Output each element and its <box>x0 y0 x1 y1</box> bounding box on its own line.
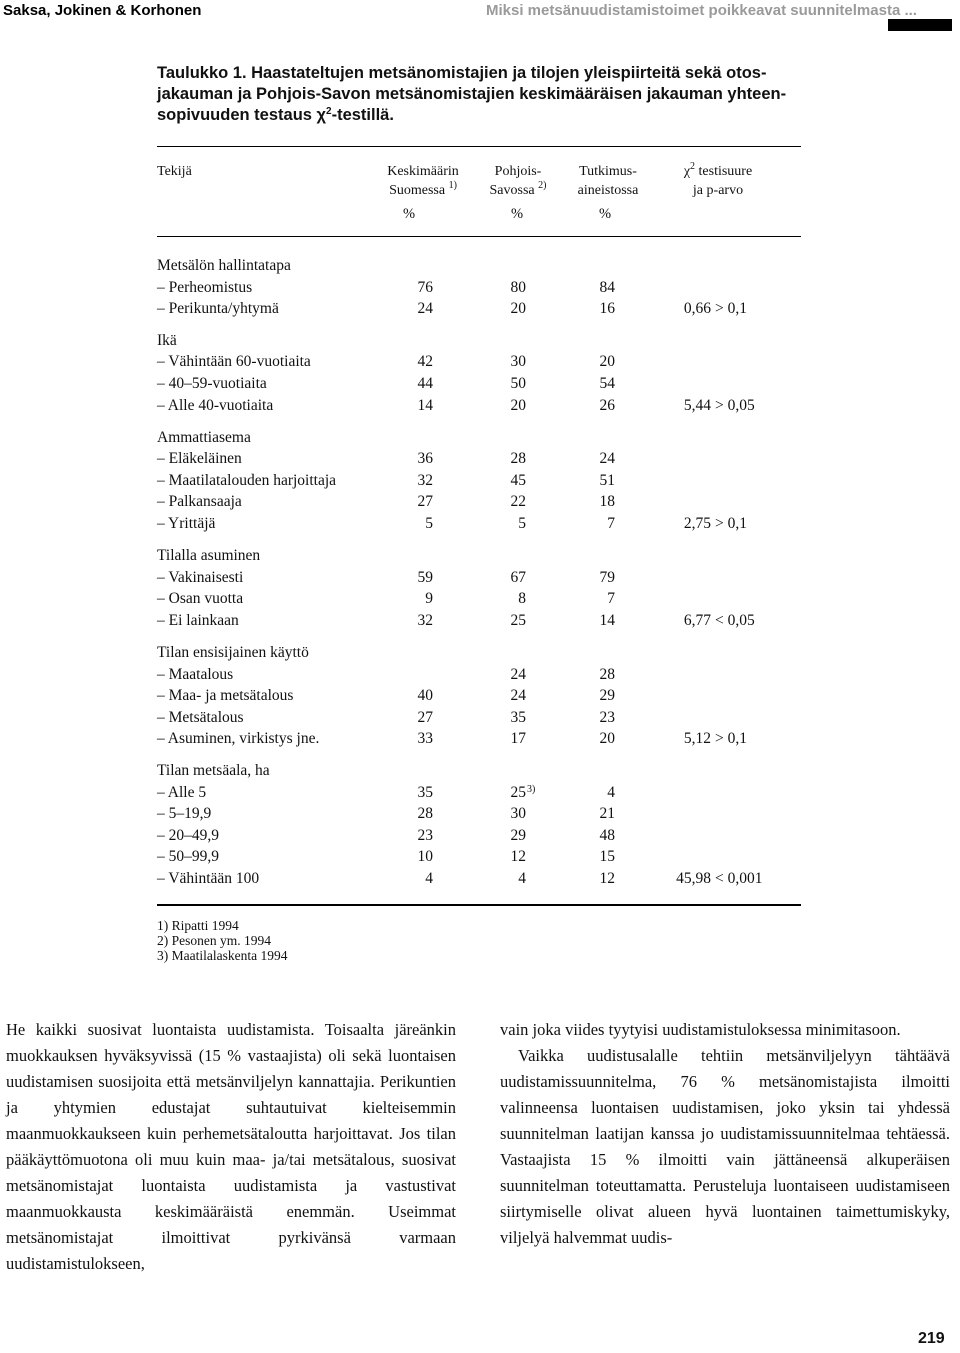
row-label: – Maa- ja metsätalous <box>157 687 294 704</box>
table-row <box>157 493 817 514</box>
value-pohjois-savossa: 45 <box>510 472 526 489</box>
value-suomessa: 36 <box>417 450 433 467</box>
value-tutkimusaineistossa: 4 <box>607 784 615 801</box>
row-label: – Maatilatalouden harjoittaja <box>157 472 337 489</box>
table-row <box>157 805 817 826</box>
table-row <box>157 397 817 418</box>
value-suomessa: 28 <box>417 805 433 822</box>
body-column-right <box>500 1017 950 1251</box>
row-label: – 20–49,9 <box>157 827 219 844</box>
row-label: – 5–19,9 <box>157 805 212 822</box>
p-value: < 0,001 <box>715 870 763 887</box>
footnote: 3) Maatilalaskenta 1994 <box>157 948 288 963</box>
table-row <box>157 450 817 471</box>
table-bottom-rule <box>157 904 801 906</box>
chi-square-value: 5,12 <box>683 730 711 747</box>
value-suomessa: 42 <box>417 353 433 370</box>
table-row <box>157 827 817 848</box>
chi-square-value: 45,98 <box>676 870 711 887</box>
table-row <box>157 687 817 708</box>
value-pohjois-savossa: 17 <box>510 730 526 747</box>
table-row <box>157 375 817 396</box>
value-tutkimusaineistossa: 7 <box>607 590 615 607</box>
value-pohjois-savossa: 24 <box>510 666 526 683</box>
unit-percent: % <box>403 206 416 222</box>
unit-percent: % <box>511 206 524 222</box>
p-value: > 0,1 <box>715 515 747 532</box>
row-label: – 40–59-vuotiaita <box>157 375 267 392</box>
value-pohjois-savossa: 30 <box>510 353 526 370</box>
table-group-heading <box>157 429 817 450</box>
running-header-title: Miksi metsänuudistamistoimet poikkeavat suunnitelmasta ... <box>486 2 917 19</box>
table-group-heading <box>157 332 817 353</box>
table-top-rule <box>157 146 801 147</box>
value-suomessa: 9 <box>425 590 433 607</box>
table-group-heading <box>157 762 817 783</box>
value-pohjois-savossa: 30 <box>510 805 526 822</box>
row-label: – Perheomistus <box>157 279 253 296</box>
value-suomessa: 10 <box>417 848 433 865</box>
row-label: – Vähintään 100 <box>157 870 260 887</box>
row-label: – 50–99,9 <box>157 848 219 865</box>
value-tutkimusaineistossa: 18 <box>599 493 615 510</box>
p-value: > 0,1 <box>715 730 747 747</box>
chi-square-value: 5,44 <box>683 397 711 414</box>
value-suomessa: 4 <box>425 870 433 887</box>
p-value: > 0,05 <box>715 397 755 414</box>
value-pohjois-savossa: 25 <box>510 784 526 801</box>
value-tutkimusaineistossa: 7 <box>607 515 615 532</box>
body-column-left <box>6 1017 456 1277</box>
row-label: – Vähintään 60-vuotiaita <box>157 353 311 370</box>
row-label: – Alle 40-vuotiaita <box>157 397 274 414</box>
row-label: – Palkansaaja <box>157 493 242 510</box>
table-row <box>157 590 817 611</box>
value-tutkimusaineistossa: 79 <box>599 569 615 586</box>
value-pohjois-savossa: 20 <box>510 300 526 317</box>
table-row <box>157 279 817 300</box>
row-label: – Osan vuotta <box>157 590 244 607</box>
value-tutkimusaineistossa: 28 <box>599 666 615 683</box>
value-pohjois-savossa: 12 <box>510 848 526 865</box>
table-row <box>157 870 817 891</box>
table-group-heading <box>157 644 817 665</box>
value-pohjois-savossa: 67 <box>510 569 526 586</box>
table-row <box>157 848 817 869</box>
value-tutkimusaineistossa: 20 <box>599 730 615 747</box>
value-tutkimusaineistossa: 16 <box>599 300 615 317</box>
table-row <box>157 472 817 493</box>
footnote: 1) Ripatti 1994 <box>157 918 239 933</box>
row-label: Tilalla asuminen <box>157 547 261 564</box>
value-suomessa: 14 <box>417 397 433 414</box>
col-header-tutkimusaineistossa: Tutkimus- aineistossa <box>577 164 639 198</box>
unit-percent: % <box>599 206 612 222</box>
value-suomessa: 40 <box>417 687 433 704</box>
col-header-pohjois-savossa: Pohjois- Savossa $^{2)}$ <box>489 164 547 198</box>
value-suomessa: 27 <box>417 493 433 510</box>
value-tutkimusaineistossa: 29 <box>599 687 615 704</box>
value-suomessa: 76 <box>417 279 433 296</box>
table-row <box>157 569 817 590</box>
value-suomessa: 44 <box>417 375 433 392</box>
value-tutkimusaineistossa: 20 <box>599 353 615 370</box>
row-label: – Maatalous <box>157 666 234 683</box>
value-tutkimusaineistossa: 48 <box>599 827 615 844</box>
row-label: – Alle 5 <box>157 784 207 801</box>
value-tutkimusaineistossa: 84 <box>599 279 615 296</box>
table-header-rule <box>157 236 801 237</box>
value-pohjois-savossa: 8 <box>518 590 526 607</box>
value-tutkimusaineistossa: 23 <box>599 709 615 726</box>
value-suomessa: 32 <box>417 612 433 629</box>
value-tutkimusaineistossa: 12 <box>599 870 615 887</box>
value-pohjois-savossa: 29 <box>510 827 526 844</box>
table-row <box>157 300 817 321</box>
table-row <box>157 709 817 730</box>
row-label: – Eläkeläinen <box>157 450 242 467</box>
table-group-heading <box>157 547 817 568</box>
value-suomessa: 59 <box>417 569 433 586</box>
table-row <box>157 612 817 633</box>
value-pohjois-savossa: 22 <box>510 493 526 510</box>
value-tutkimusaineistossa: 14 <box>599 612 615 629</box>
value-tutkimusaineistossa: 24 <box>599 450 615 467</box>
value-suomessa: 32 <box>417 472 433 489</box>
table-row <box>157 353 817 374</box>
value-tutkimusaineistossa: 15 <box>599 848 615 865</box>
paragraph: He kaikki suosivat luontaista uudistamista. Toisaalta järeänkin muokkauksen hyväksyvissä (15 % vastaajista) oli sekä luontaisen uudistamisen suosijoita että metsänviljelyn kannattajia. Perikuntien ja yhtymien edustajat suhtautuivat kielteisemmin maanmuokkaukseen kuin perhemetsätaloutta harjoittavat. Jos tilan pääkäyttömuotona oli muu kuin maa- ja/tai metsätalous, suosivat metsänomistajat luontaista uudistamista ja vastustivat maanmuokkausta keskimääräistä enemmän. Useimmat metsänomistajat ilmoittivat pyrkivänsä varmaan uudistamistulokseen, <box>6 1020 456 1273</box>
value-tutkimusaineistossa: 51 <box>599 472 615 489</box>
row-label: – Vakinaisesti <box>157 569 244 586</box>
row-label: – Metsätalous <box>157 709 244 726</box>
value-suomessa: 5 <box>425 515 433 532</box>
p-value: > 0,1 <box>715 300 747 317</box>
value-suomessa: 27 <box>417 709 433 726</box>
value-pohjois-savossa: 25 <box>510 612 526 629</box>
table-row: – Alle 5 35 25 3) 4 <box>157 784 615 801</box>
value-suomessa: 33 <box>417 730 433 747</box>
col-header-suomessa: Keskimäärin Suomessa $^{1)}$ <box>387 164 459 198</box>
value-tutkimusaineistossa: 54 <box>599 375 615 392</box>
chi-square-value: 6,77 <box>683 612 711 629</box>
row-label: Ikä <box>157 332 177 349</box>
value-suomessa: 24 <box>417 300 433 317</box>
row-label: – Ei lainkaan <box>157 612 239 629</box>
value-tutkimusaineistossa: 21 <box>599 805 615 822</box>
value-pohjois-savossa: 35 <box>510 709 526 726</box>
row-label: Tilan metsäala, ha <box>157 762 270 779</box>
p-value: < 0,05 <box>715 612 755 629</box>
table-row <box>157 666 817 687</box>
header-bar <box>888 19 952 31</box>
value-pohjois-savossa: 80 <box>510 279 526 296</box>
col-header-chi-square: $\chi^2$ testisuure ja p-arvo <box>683 161 753 198</box>
row-label: Ammattiasema <box>157 429 251 446</box>
table-caption: Taulukko 1. Haastateltujen metsänomistajien ja tilojen yleispiirteitä sekä otos-jakauman ja Pohjois-Savon metsänomistajien keskimääräisen jakauman yhteen-sopivuuden testaus $\chi^2$-testillä. <box>157 64 787 124</box>
chi-square-value: 0,66 <box>683 300 711 317</box>
value-pohjois-savossa: 50 <box>510 375 526 392</box>
row-label: Tilan ensisijainen käyttö <box>157 644 309 661</box>
col-header-tekija: Tekijä <box>157 164 192 179</box>
value-tutkimusaineistossa: 26 <box>599 397 615 414</box>
value-suomessa: 23 <box>417 827 433 844</box>
value-pohjois-savossa: 20 <box>510 397 526 414</box>
row-label: – Asuminen, virkistys jne. <box>157 730 320 747</box>
value-pohjois-savossa: 5 <box>518 515 526 532</box>
value-pohjois-savossa: 28 <box>510 450 526 467</box>
row-label: Metsälön hallintatapa <box>157 257 291 274</box>
footnote: 2) Pesonen ym. 1994 <box>157 933 271 948</box>
table-group-heading <box>157 257 817 278</box>
paragraph: vain joka viides tyytyisi uudistamistuloksessa minimitasoon. <box>500 1020 901 1039</box>
value-pohjois-savossa: 24 <box>510 687 526 704</box>
chi-square-value: 2,75 <box>683 515 711 532</box>
table-row <box>157 515 817 536</box>
row-label: – Perikunta/yhtymä <box>157 300 279 317</box>
row-label: – Yrittäjä <box>157 515 216 532</box>
value-suomessa: 35 <box>417 784 433 801</box>
page-number: 219 <box>918 1330 945 1347</box>
paragraph: Vaikka uudistusalalle tehtiin metsänviljelyyn tähtäävä uudistamissuunnitelma, 76 % metsänomistajista ilmoitti valinneensa luontaisen uudistamisen, joko yksin tai yhdessä suunnitelman laatijan kanssa jo uudistamissuunnitelmaa tehtäessä. Vastaajista 15 % ilmoitti vain jättäneensä alkuperäisen suunnitelman toteuttamatta. Perusteluja luontaiseen uudistamiseen siirtymiselle olivat alueen hyvä luontainen taimettumiskyky, viljelyä halvemmat uudis- <box>500 1046 950 1247</box>
table-row <box>157 730 817 751</box>
running-header-authors: Saksa, Jokinen & Korhonen <box>3 2 202 19</box>
value-pohjois-savossa: 4 <box>518 870 526 887</box>
